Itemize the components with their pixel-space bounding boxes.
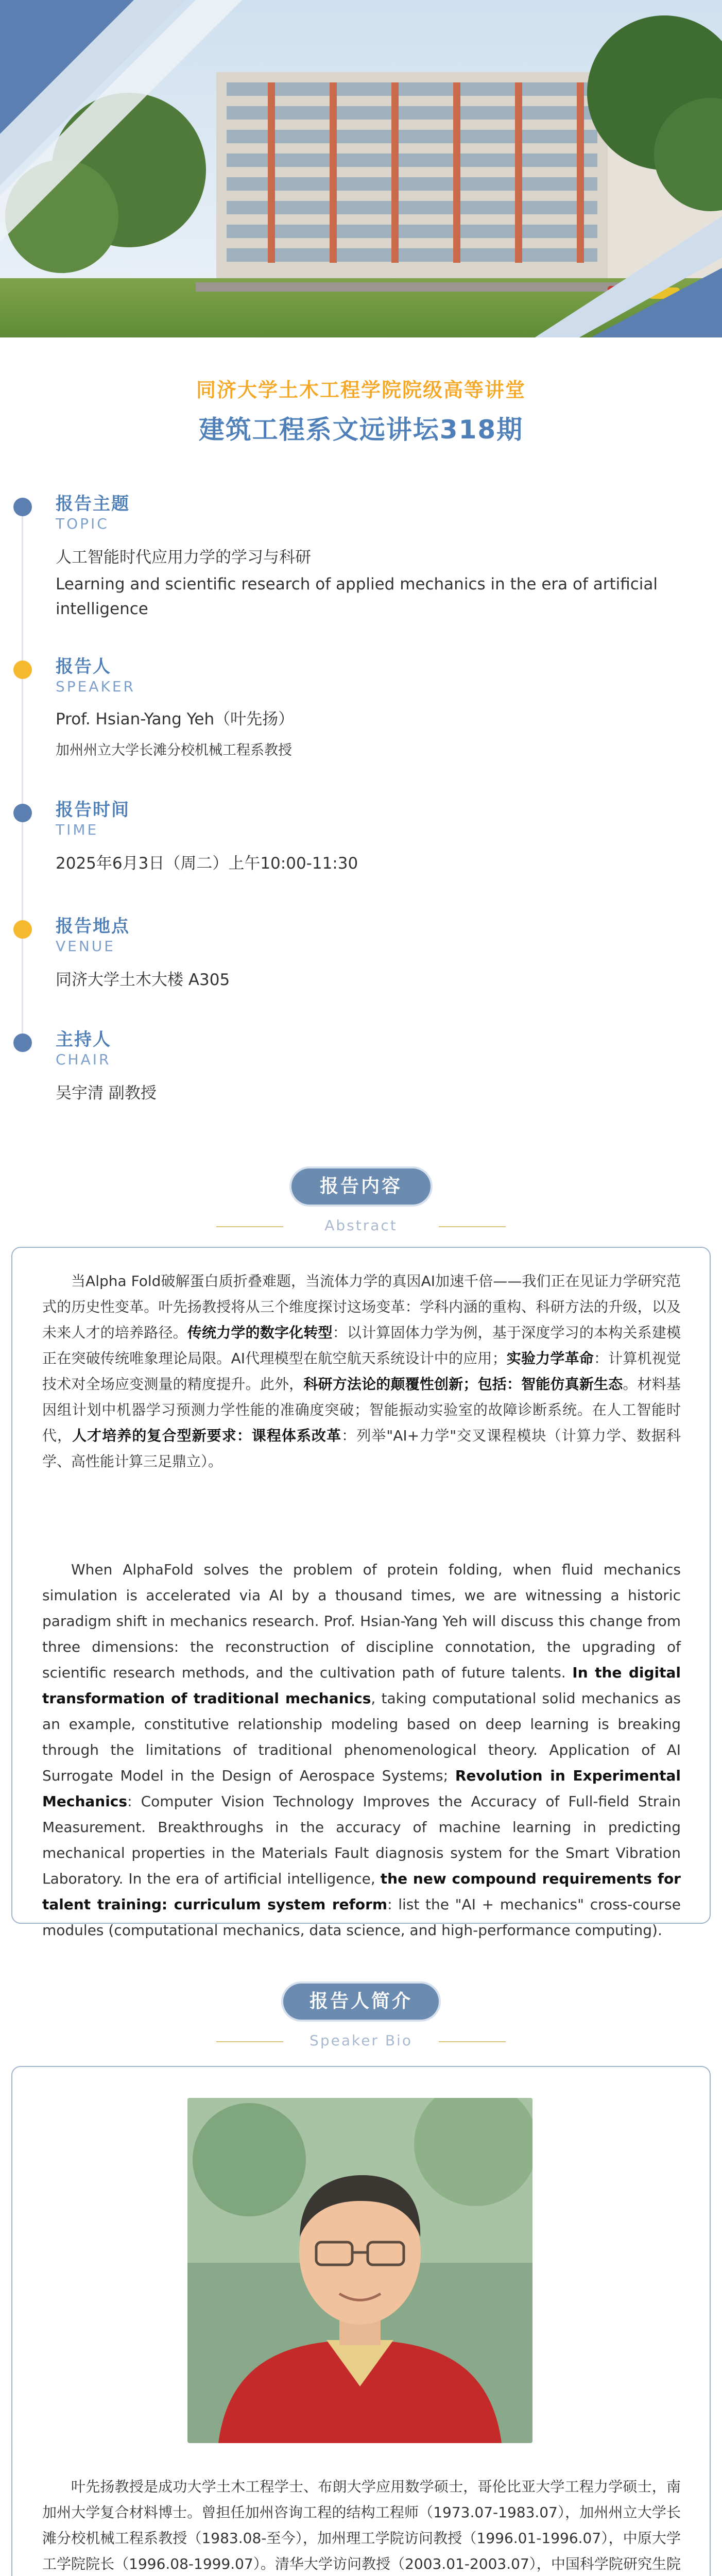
- chair-dot: [13, 1033, 32, 1052]
- topic-label-en: TOPIC: [56, 515, 109, 532]
- venue-dot: [13, 920, 32, 939]
- abstract-card: [11, 1247, 711, 1939]
- abstract-rule-right: [439, 1226, 506, 1227]
- timeline-line: [22, 505, 23, 1041]
- abstract-rule-left: [216, 1226, 283, 1227]
- chair-label: 主持人: [56, 1029, 111, 1050]
- speaker-name: Prof. Hsian-Yang Yeh（叶先扬）: [56, 710, 295, 728]
- time-label-en: TIME: [56, 821, 99, 838]
- lecture-series-subtitle: 建筑工程系文远讲坛318期: [198, 415, 524, 445]
- bio-rule-left: [216, 2041, 283, 2042]
- hero-banner: [0, 0, 722, 350]
- time-label: 报告时间: [56, 800, 130, 820]
- abstract-section-title: 报告内容: [291, 1168, 431, 1205]
- abstract-cn: 当Alpha Fold破解蛋白质折叠难题，当流体力学的真因AI加速千倍——我们正在见证力学研究范式的历史性变革。叶先扬教授将从三个维度探讨这场变革：学科内涵的重构、科研方法的升级，以及未来人才的培养路径。传统力学的数字化转型：以计算固体力学为例，基于深度学习的本构关系建模正在突破传统唯象理论局限。AI代理模型在航空航天系统设计中的应用；实验力学革命：计算机视觉技术对全场应变测量的精度提升。此外，科研方法论的颠覆性创新；包括：智能仿真新生态。材料基因组计划中机器学习预测力学性能的准确度突破；智能振动实验室的故障诊断系统。在人工智能时代，人才培养的复合型新要求：课程体系改革：列举"AI+力学"交叉课程模块（计算力学、数据科学、高性能计算三足鼎立）。: [42, 1273, 681, 1470]
- bio-rule-right: [439, 2041, 506, 2042]
- bio-section-subtitle: Speaker Bio: [310, 2032, 412, 2049]
- chair-value: 吴宇清 副教授: [56, 1084, 157, 1103]
- time-value: 2025年6月3日（周二）上午10:00-11:30: [56, 854, 358, 873]
- abstract-section-subtitle: Abstract: [324, 1217, 398, 1234]
- topic-dot: [13, 498, 32, 516]
- speaker-dot: [13, 660, 32, 679]
- bio-cn: 叶先扬教授是成功大学土木工程学士、布朗大学应用数学硕士，哥伦比亚大学工程力学硕士，南加州大学复合材料博士。曾担任加州咨询工程的结构工程师（1973.07-1983.07），加州州立大学长滩分校机械工程系教授（1983.08-至今），加州理工学院访问教授（1996.01-1996.07），中原大学工学院院长（1996.08-1999.07）。清华大学访问教授（2003.01-2003.07），中国科学院研究生院: [42, 2478, 681, 2572]
- topic-value-en: Learning and scientific research of applied mechanics in the era of artificial intelligence: [56, 575, 658, 618]
- time-dot: [13, 804, 32, 822]
- chair-label-en: CHAIR: [56, 1051, 111, 1068]
- lecture-series-title: 同济大学土木工程学院院级高等讲堂: [196, 379, 526, 401]
- speaker-label: 报告人: [56, 656, 111, 677]
- venue-label: 报告地点: [56, 916, 130, 937]
- speaker-affiliation: 加州州立大学长滩分校机械工程系教授: [56, 742, 292, 758]
- venue-value: 同济大学土木大楼 A305: [56, 971, 230, 989]
- speaker-portrait: [187, 2098, 532, 2443]
- bio-section-title: 报告人简介: [283, 1984, 439, 2020]
- abstract-en: When AlphaFold solves the problem of protein folding, when fluid mechanics simulation is accelerated via AI by a thousand times, we are witnessing a historic paradigm shift in mechanics research. Prof. Hsian-Yang Yeh will discuss this change from three dimensions: the reconstruction of discipline connotation, the upgrading of scientific research methods, and the cultivation path of future talents. In the digital transformation of traditional mechanics, taking computational solid mechanics as an example, constitutive relationship modeling based on deep learning is breaking through the limitations of traditional phenomenological theory. Application of AI Surrogate Model in the Design of Aerospace Systems; Revolution in Experimental Mechanics: Computer Vision Technology Improves the Accuracy of Full-field Strain Measurement. Breakthroughs in the accuracy of machine learning in predicting mechanical properties in the Materials Fault diagnosis system for the Smart Vibration Laboratory. In the era of artificial intelligence, the new compound requirements for talent training: curriculum system reform: list the "AI + mechanics" cross-course modules (computational mechanics, data science, and high-performance computing).: [42, 1561, 681, 1939]
- topic-value-cn: 人工智能时代应用力学的学习与科研: [56, 548, 311, 567]
- bio-card: [11, 2066, 711, 2576]
- speaker-label-en: SPEAKER: [56, 678, 136, 695]
- topic-label: 报告主题: [56, 494, 130, 514]
- header-decoration: [0, 0, 722, 350]
- venue-label-en: VENUE: [56, 938, 115, 955]
